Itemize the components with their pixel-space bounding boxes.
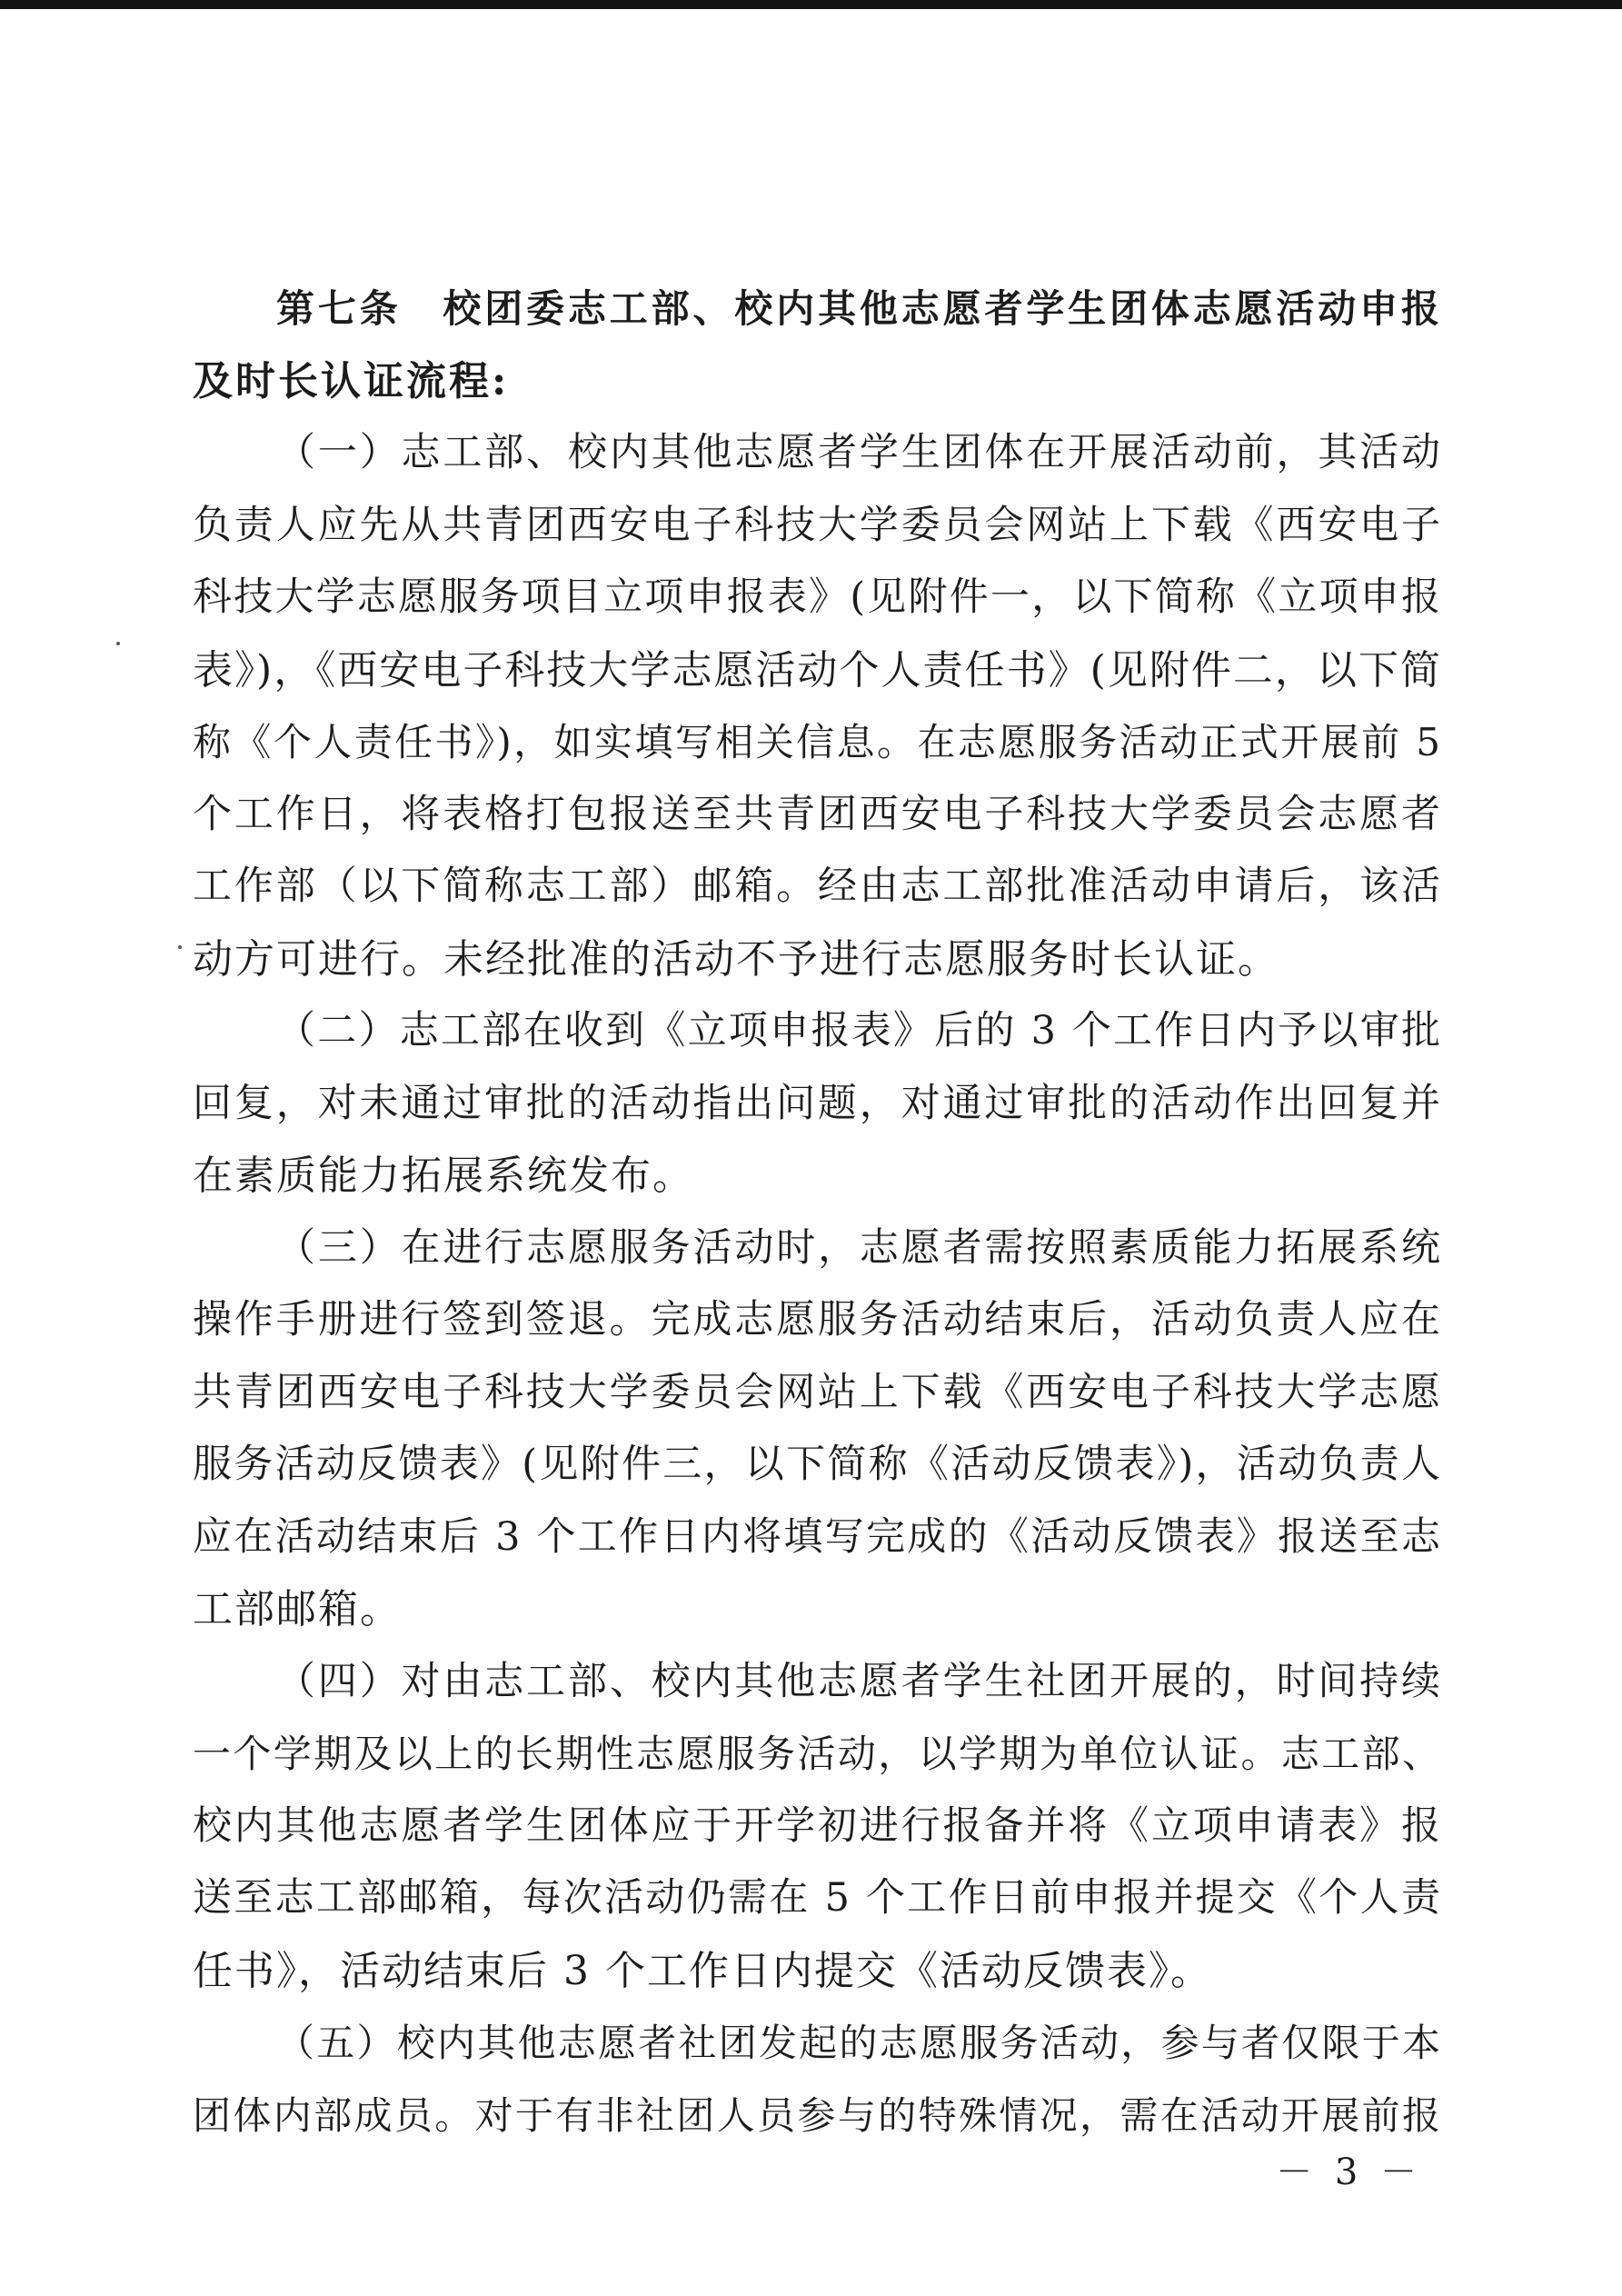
- paragraph-line: （四）对由志工部、校内其他志愿者学生社团开展的，时间持续: [276, 1658, 1442, 1704]
- paragraph-line: （五）校内其他志愿者社团发起的志愿服务活动，参与者仅限于本: [276, 2021, 1442, 2065]
- paragraph-line: 表》)，《西安电子科技大学志愿活动个人责任书》(见附件二，以下简: [193, 646, 1442, 694]
- article-heading-line-2: 及时长认证流程:: [193, 357, 510, 404]
- document-body: [193, 273, 1442, 2151]
- clause-4: [193, 1646, 1442, 2008]
- paragraph-line: 个工作日，将表格打包报送至共青团西安电子科技大学委员会志愿者: [193, 791, 1442, 837]
- paragraph-line: 科技大学志愿服务项目立项申报表》(见附件一，以下简称《立项申报: [193, 574, 1442, 620]
- paragraph-line: 任书》，活动结束后 3 个工作日内提交《活动反馈表》。: [193, 1947, 1212, 1994]
- scan-speck: [116, 642, 120, 645]
- paragraph-line: 校内其他志愿者学生团体应于开学初进行报备并将《立项申请表》报: [193, 1802, 1442, 1849]
- clause-1: [193, 417, 1442, 995]
- paragraph-line: 工部邮箱。: [193, 1586, 402, 1632]
- paragraph-line: 操作手册进行签到签退。完成志愿服务活动结束后，活动负责人应在: [193, 1297, 1442, 1343]
- clause-5: [193, 2007, 1442, 2151]
- paragraph-line: （二）志工部在收到《立项申报表》后的 3 个工作日内予以审批: [276, 1008, 1442, 1053]
- page-number: － 3 －: [1276, 2151, 1422, 2193]
- paragraph-line: 服务活动反馈表》(见附件三，以下简称《活动反馈表》)，活动负责人: [193, 1442, 1442, 1487]
- paragraph-line: 动方可进行。未经批准的活动不予进行志愿服务时长认证。: [193, 935, 1279, 983]
- article-heading-line-1: 第七条 校团委志工部、校内其他志愿者学生团体志愿活动申报: [276, 286, 1442, 331]
- paragraph-line: 应在活动结束后 3 个工作日内将填写完成的《活动反馈表》报送至志: [193, 1513, 1442, 1560]
- paragraph-line: 在素质能力拓展系统发布。: [193, 1153, 694, 1199]
- paragraph-line: 工作部（以下简称志工部）邮箱。经由志工部批准活动申请后，该活: [193, 863, 1442, 909]
- clause-3: [193, 1213, 1442, 1646]
- paragraph-line: 一个学期及以上的长期性志愿服务活动，以学期为单位认证。志工部、: [193, 1732, 1442, 1776]
- clause-2: [193, 995, 1442, 1213]
- paragraph-line: 称《个人责任书》)，如实填写相关信息。在志愿服务活动正式开展前 5: [193, 720, 1442, 764]
- paragraph-line: 负责人应先从共青团西安电子科技大学委员会网站上下载《西安电子: [193, 502, 1442, 548]
- paragraph-line: （三）在进行志愿服务活动时，志愿者需按照素质能力拓展系统: [276, 1224, 1442, 1271]
- paragraph-line: 团体内部成员。对于有非社团人员参与的特殊情况，需在活动开展前报: [193, 2092, 1442, 2138]
- paragraph-line: （一）志工部、校内其他志愿者学生团体在开展活动前，其活动: [276, 430, 1442, 475]
- scan-speck: [178, 945, 182, 949]
- paragraph-line: 共青团西安电子科技大学委员会网站上下载《西安电子科技大学志愿: [193, 1369, 1442, 1415]
- paragraph-line: 送至志工部邮箱，每次活动仍需在 5 个工作日前申报并提交《个人责: [193, 1875, 1442, 1921]
- scan-top-edge: [0, 0, 1622, 9]
- paragraph-line: 回复，对未通过审批的活动指出问题，对通过审批的活动作出回复并: [193, 1080, 1442, 1126]
